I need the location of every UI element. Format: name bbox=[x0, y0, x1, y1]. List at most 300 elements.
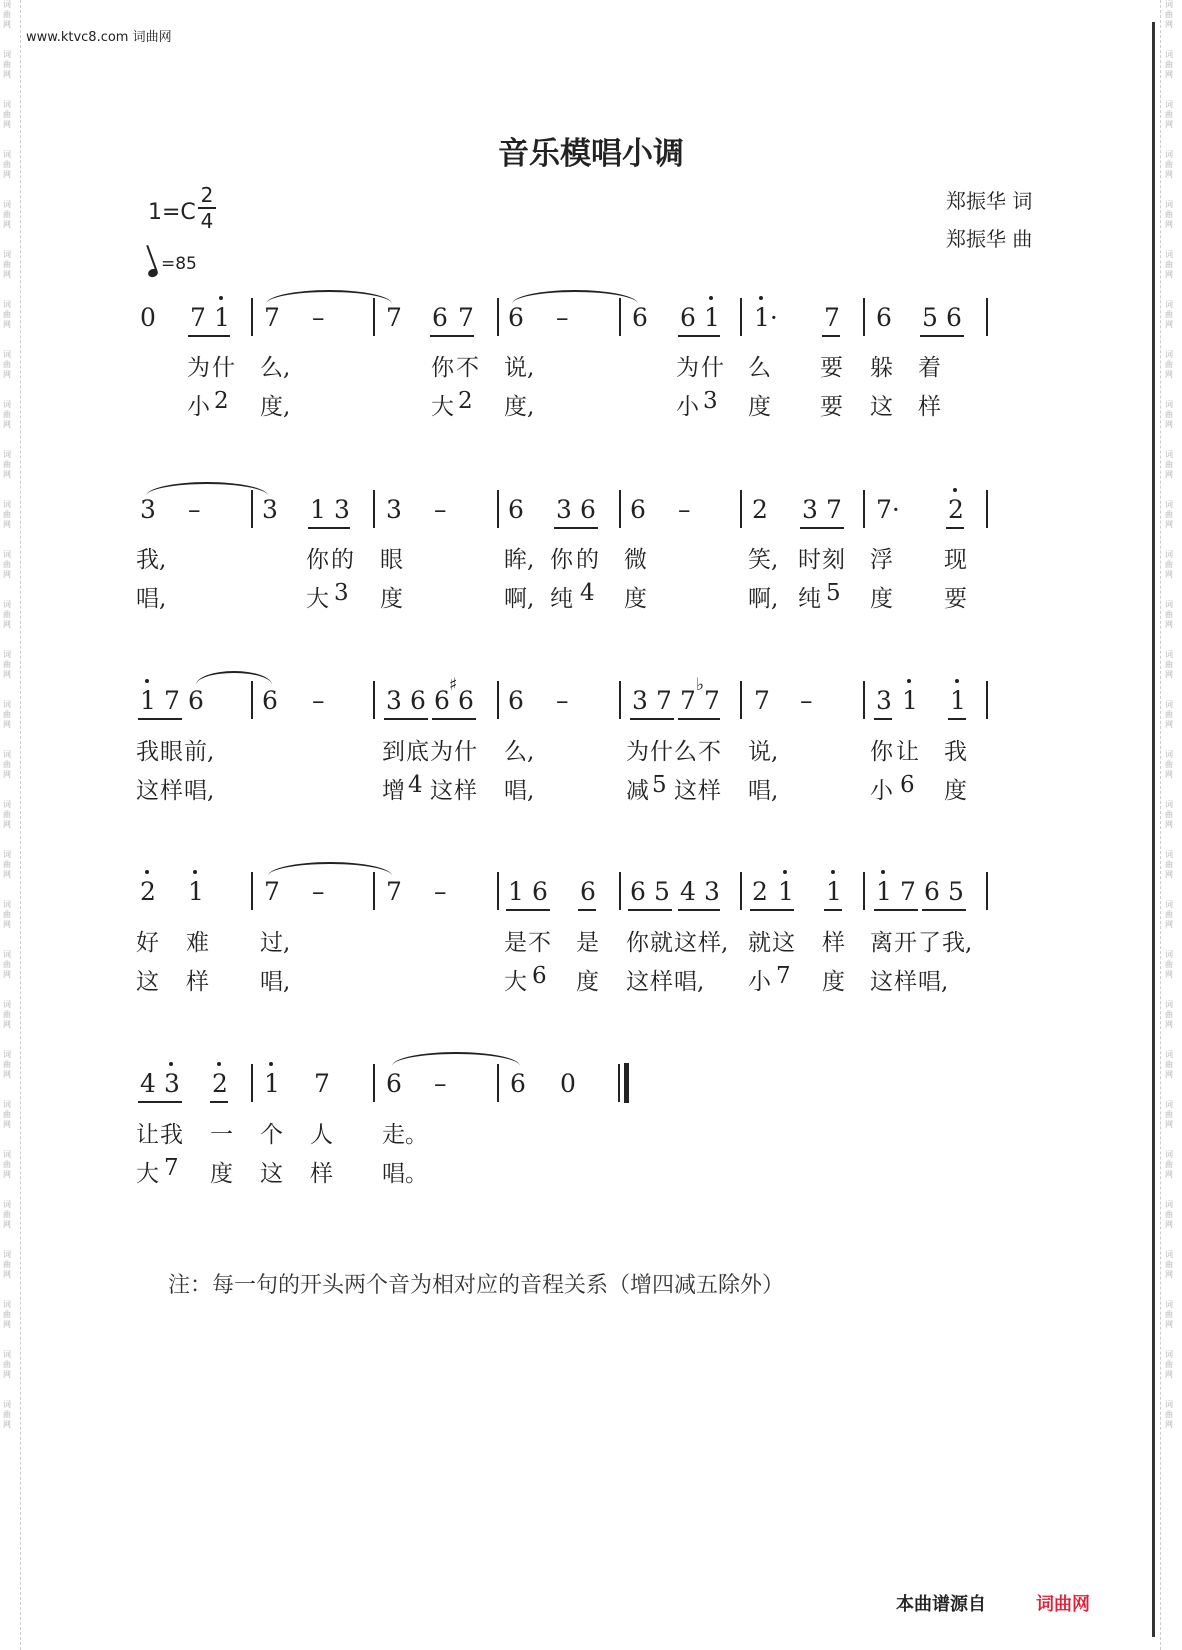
tie bbox=[196, 671, 272, 685]
watermark-mark: 词 曲 网 bbox=[1165, 800, 1173, 829]
barline bbox=[986, 298, 988, 336]
watermark-mark: 词 曲 网 bbox=[1165, 0, 1173, 29]
lyric: 这 bbox=[626, 969, 649, 995]
beam bbox=[822, 335, 840, 337]
watermark-mark: 词 曲 网 bbox=[3, 800, 11, 829]
margin-line-right bbox=[1160, 0, 1162, 1650]
page-edge-bar bbox=[1152, 22, 1155, 1637]
lyric: 我, bbox=[136, 547, 167, 573]
note: 1 bbox=[826, 877, 842, 906]
barline bbox=[863, 298, 865, 336]
lyric: 刻 bbox=[822, 547, 845, 573]
note: 6 bbox=[510, 1069, 526, 1098]
watermark-mark: 词 曲 网 bbox=[1165, 100, 1173, 129]
note: 1 bbox=[704, 303, 720, 332]
note: 6 bbox=[458, 686, 474, 715]
lyric: 我 bbox=[160, 1122, 183, 1148]
key-signature: 1=C bbox=[148, 200, 196, 225]
lyric: 这 bbox=[260, 1161, 283, 1187]
note: 1· bbox=[754, 303, 778, 332]
watermark-mark: 词 曲 网 bbox=[3, 100, 11, 129]
lyric: 增 bbox=[382, 778, 405, 804]
lyric: 是 bbox=[504, 930, 527, 956]
note: 3 bbox=[556, 495, 572, 524]
lyric: 度 bbox=[748, 394, 771, 420]
lyric: 为 bbox=[676, 355, 699, 381]
note: 7 bbox=[314, 1069, 330, 1098]
note-dash: – bbox=[188, 495, 201, 524]
lyric: 唱, bbox=[260, 969, 291, 995]
high-octave-dot bbox=[145, 679, 149, 683]
lyric: 7 bbox=[164, 1155, 179, 1181]
lyric: 我, bbox=[942, 930, 973, 956]
note: 6 bbox=[434, 686, 450, 715]
lyric: 什 bbox=[650, 739, 673, 765]
watermark-mark: 词 曲 网 bbox=[3, 600, 11, 629]
watermark-mark: 词 曲 网 bbox=[1165, 1300, 1173, 1329]
watermark-mark: 词 曲 网 bbox=[3, 1400, 11, 1429]
site-header bbox=[26, 26, 172, 45]
note: 3 bbox=[802, 495, 818, 524]
beam bbox=[948, 718, 966, 720]
barline bbox=[740, 490, 742, 528]
note: 6 bbox=[188, 686, 204, 715]
note: 6 bbox=[680, 303, 696, 332]
lyric: 度, bbox=[504, 394, 535, 420]
lyric: 开 bbox=[894, 930, 917, 956]
lyric: 了 bbox=[918, 930, 941, 956]
lyric: 过, bbox=[260, 930, 291, 956]
tie bbox=[392, 1052, 520, 1066]
barline bbox=[373, 872, 375, 910]
lyric: 走。 bbox=[382, 1122, 428, 1148]
note: 6 bbox=[924, 877, 940, 906]
watermark-mark: 词 曲 网 bbox=[1165, 150, 1173, 179]
note: 4 bbox=[680, 877, 696, 906]
lyric: 这 bbox=[674, 930, 697, 956]
lyric: 这 bbox=[870, 394, 893, 420]
footnote: 注：每一句的开头两个音为相对应的音程关系（增四减五除外） bbox=[168, 1273, 785, 1298]
barline bbox=[863, 681, 865, 719]
watermark-mark: 词 曲 网 bbox=[3, 1300, 11, 1329]
lyric: 这 bbox=[674, 778, 697, 804]
note: 1 bbox=[508, 877, 524, 906]
beam bbox=[750, 909, 794, 911]
watermark-mark: 词 曲 网 bbox=[1165, 50, 1173, 79]
lyric: 减 bbox=[626, 778, 649, 804]
watermark-mark: 词 曲 网 bbox=[1165, 250, 1173, 279]
lyric: 5 bbox=[652, 772, 667, 798]
lyric: 是 bbox=[576, 930, 599, 956]
barline bbox=[497, 1064, 499, 1102]
beam bbox=[138, 718, 182, 720]
lyric: 现 bbox=[944, 547, 967, 573]
high-octave-dot bbox=[219, 296, 223, 300]
watermark-right bbox=[1165, 0, 1179, 1650]
beam bbox=[308, 527, 350, 529]
lyric: 什 bbox=[212, 355, 235, 381]
high-octave-dot bbox=[783, 870, 787, 874]
watermark-mark: 词 曲 网 bbox=[1165, 750, 1173, 779]
watermark-mark: 词 曲 网 bbox=[3, 550, 11, 579]
lyric: 什 bbox=[454, 739, 477, 765]
lyric: 么 bbox=[674, 739, 697, 765]
lyric: 小 bbox=[870, 778, 893, 804]
lyric: 说, bbox=[748, 739, 779, 765]
lyric: 4 bbox=[408, 772, 423, 798]
barline bbox=[619, 872, 621, 910]
note: 1 bbox=[188, 877, 204, 906]
watermark-mark: 词 曲 网 bbox=[3, 950, 11, 979]
lyric: 为 bbox=[187, 355, 210, 381]
lyric: 小 bbox=[748, 969, 771, 995]
note: 1 bbox=[902, 686, 918, 715]
high-octave-dot bbox=[217, 1062, 221, 1066]
note: 6 bbox=[432, 303, 448, 332]
lyric: 样 bbox=[310, 1161, 333, 1187]
watermark-mark: 词 曲 网 bbox=[3, 50, 11, 79]
watermark-mark: 词 曲 网 bbox=[3, 1250, 11, 1279]
beam bbox=[554, 527, 598, 529]
composer-credit: 郑振华 曲 bbox=[946, 227, 1033, 251]
lyric: 着 bbox=[918, 355, 941, 381]
lyric: 唱, bbox=[504, 778, 535, 804]
lyric: 2 bbox=[214, 388, 229, 414]
tempo-value: =85 bbox=[161, 254, 197, 274]
note: 6 bbox=[580, 495, 596, 524]
lyric: 3 bbox=[703, 388, 718, 414]
lyric: 就 bbox=[650, 930, 673, 956]
watermark-mark: 词 曲 网 bbox=[3, 850, 11, 879]
barline bbox=[373, 298, 375, 336]
barline bbox=[986, 490, 988, 528]
lyric: 大 bbox=[136, 1161, 159, 1187]
lyric: 底 bbox=[406, 739, 429, 765]
note: 3 bbox=[632, 686, 648, 715]
barline bbox=[619, 298, 621, 336]
beam bbox=[430, 335, 474, 337]
watermark-mark: 词 曲 网 bbox=[3, 500, 11, 529]
lyric: 5 bbox=[826, 580, 841, 606]
note: 3 bbox=[164, 1069, 180, 1098]
watermark-mark: 词 曲 网 bbox=[1165, 550, 1173, 579]
barline bbox=[740, 681, 742, 719]
beam bbox=[138, 1101, 182, 1103]
lyric: 微 bbox=[624, 547, 647, 573]
note: 7 bbox=[826, 495, 842, 524]
note: 5 bbox=[922, 303, 938, 332]
lyric: 么, bbox=[504, 739, 535, 765]
lyric: 说, bbox=[504, 355, 535, 381]
note: 6 bbox=[876, 303, 892, 332]
lyric: 唱, bbox=[674, 969, 705, 995]
lyric: 样 bbox=[894, 969, 917, 995]
watermark-mark: 词 曲 网 bbox=[3, 900, 11, 929]
lyric: 这 bbox=[430, 778, 453, 804]
barline bbox=[986, 872, 988, 910]
sharp-icon: ♯ bbox=[449, 675, 458, 695]
watermark-mark: 词 曲 网 bbox=[1165, 700, 1173, 729]
note: 7 bbox=[386, 877, 402, 906]
note-dash: – bbox=[800, 686, 813, 715]
lyricist-credit: 郑振华 词 bbox=[946, 189, 1033, 213]
note: 1 bbox=[264, 1069, 280, 1098]
lyric: 度 bbox=[624, 586, 647, 612]
beam bbox=[874, 718, 892, 720]
watermark-mark: 词 曲 网 bbox=[3, 1000, 11, 1029]
note: 2 bbox=[212, 1069, 228, 1098]
beam bbox=[678, 909, 720, 911]
lyric: 样 bbox=[918, 394, 941, 420]
note: 6 bbox=[410, 686, 426, 715]
note: 7 bbox=[754, 686, 770, 715]
lyric: 唱, bbox=[136, 586, 167, 612]
note: 7· bbox=[876, 495, 900, 524]
lyric: 你 bbox=[626, 930, 649, 956]
barline bbox=[497, 872, 499, 910]
beam bbox=[922, 909, 966, 911]
lyric: 你 bbox=[870, 739, 893, 765]
note-dash: – bbox=[434, 495, 447, 524]
barline bbox=[373, 1064, 375, 1102]
lyric: 眸, bbox=[504, 547, 535, 573]
lyric: 的 bbox=[331, 547, 354, 573]
watermark-mark: 词 曲 网 bbox=[3, 1150, 11, 1179]
lyric: 不 bbox=[698, 739, 721, 765]
beam bbox=[384, 718, 428, 720]
watermark-mark: 词 曲 网 bbox=[1165, 200, 1173, 229]
high-octave-dot bbox=[193, 870, 197, 874]
site-url[interactable]: www.ktvc8.com bbox=[26, 30, 129, 45]
beam bbox=[920, 335, 964, 337]
lyric: 好 bbox=[136, 930, 159, 956]
lyric: 人 bbox=[310, 1122, 333, 1148]
note-dash: – bbox=[434, 1069, 447, 1098]
barline bbox=[497, 298, 499, 336]
note-dash: – bbox=[678, 495, 691, 524]
barline bbox=[251, 872, 253, 910]
note-dash: – bbox=[312, 877, 325, 906]
lyric: 度 bbox=[870, 586, 893, 612]
watermark-mark: 词 曲 网 bbox=[3, 250, 11, 279]
lyric: 你 bbox=[550, 547, 573, 573]
watermark-mark: 词 曲 网 bbox=[3, 1350, 11, 1379]
lyric: 的 bbox=[576, 547, 599, 573]
note: 7 bbox=[264, 303, 280, 332]
note: 1 bbox=[778, 877, 794, 906]
lyric: 纯 bbox=[550, 586, 573, 612]
watermark-mark: 词 曲 网 bbox=[3, 1100, 11, 1129]
note: 3 bbox=[386, 495, 402, 524]
lyric: 大 bbox=[306, 586, 329, 612]
lyric: 为 bbox=[430, 739, 453, 765]
note: 6 bbox=[386, 1069, 402, 1098]
watermark-mark: 词 曲 网 bbox=[1165, 1000, 1173, 1029]
time-bottom: 4 bbox=[200, 209, 214, 233]
note: 6 bbox=[632, 303, 648, 332]
margin-line-left bbox=[20, 0, 22, 1650]
note-dash: – bbox=[556, 686, 569, 715]
lyric: 唱, bbox=[918, 969, 949, 995]
note: 6 bbox=[262, 686, 278, 715]
watermark-mark: 词 曲 网 bbox=[1165, 400, 1173, 429]
lyric: 度 bbox=[576, 969, 599, 995]
note: 7 bbox=[386, 303, 402, 332]
watermark-mark: 词 曲 网 bbox=[1165, 1100, 1173, 1129]
lyric: 离 bbox=[870, 930, 893, 956]
lyric: 浮 bbox=[870, 547, 893, 573]
note-dash: – bbox=[312, 686, 325, 715]
barline bbox=[619, 681, 621, 719]
note: 6 bbox=[532, 877, 548, 906]
note: 3 bbox=[704, 877, 720, 906]
footer-brand[interactable]: 词曲网 bbox=[1036, 1594, 1090, 1615]
lyric: 度 bbox=[944, 778, 967, 804]
note: 7 bbox=[458, 303, 474, 332]
lyric: 啊, bbox=[748, 586, 779, 612]
high-octave-dot bbox=[831, 870, 835, 874]
lyric: 7 bbox=[776, 963, 791, 989]
watermark-mark: 词 曲 网 bbox=[1165, 1400, 1173, 1429]
note-dash: – bbox=[556, 303, 569, 332]
watermark-mark: 词 曲 网 bbox=[3, 200, 11, 229]
note: 2 bbox=[948, 495, 964, 524]
watermark-mark: 词 曲 网 bbox=[1165, 850, 1173, 879]
note: 3 bbox=[140, 495, 156, 524]
lyric: 一 bbox=[210, 1122, 233, 1148]
barline bbox=[373, 681, 375, 719]
tempo-marking bbox=[148, 254, 197, 277]
watermark-mark: 词 曲 网 bbox=[1165, 1200, 1173, 1229]
beam bbox=[800, 527, 844, 529]
high-octave-dot bbox=[709, 296, 713, 300]
lyric: 度, bbox=[260, 394, 291, 420]
watermark-mark: 词 曲 网 bbox=[3, 750, 11, 779]
note: 7 bbox=[656, 686, 672, 715]
watermark-mark: 词 曲 网 bbox=[3, 350, 11, 379]
lyric: 么, bbox=[260, 355, 291, 381]
lyric: 样 bbox=[454, 778, 477, 804]
lyric: 样 bbox=[698, 778, 721, 804]
lyric: 样 bbox=[822, 930, 845, 956]
barline bbox=[863, 872, 865, 910]
system-4 bbox=[0, 868, 1182, 1008]
barline bbox=[863, 490, 865, 528]
lyric: 度 bbox=[380, 586, 403, 612]
note: 7 bbox=[704, 686, 720, 715]
watermark-mark: 词 曲 网 bbox=[1165, 950, 1173, 979]
site-name: 词曲网 bbox=[132, 30, 172, 45]
beam bbox=[628, 909, 672, 911]
note-dash: – bbox=[312, 303, 325, 332]
lyric: 唱。 bbox=[382, 1161, 428, 1187]
beam bbox=[946, 527, 964, 529]
lyric: 个 bbox=[260, 1122, 283, 1148]
lyric: 到 bbox=[382, 739, 405, 765]
watermark-mark: 词 曲 网 bbox=[1165, 650, 1173, 679]
lyric: 样 bbox=[650, 969, 673, 995]
watermark-mark: 词 曲 网 bbox=[3, 1200, 11, 1229]
lyric: 躲 bbox=[870, 355, 893, 381]
note: 6 bbox=[630, 495, 646, 524]
lyric: 我 bbox=[136, 739, 159, 765]
beam bbox=[678, 718, 720, 720]
barline bbox=[740, 872, 742, 910]
lyric: 唱, bbox=[184, 778, 215, 804]
lyric: 这 bbox=[772, 930, 795, 956]
lyric: 为 bbox=[626, 739, 649, 765]
lyric: 这 bbox=[136, 969, 159, 995]
watermark-mark: 词 曲 网 bbox=[3, 650, 11, 679]
high-octave-dot bbox=[169, 1062, 173, 1066]
note: 3 bbox=[262, 495, 278, 524]
lyric: 小 bbox=[187, 394, 210, 420]
lyric: 我 bbox=[944, 739, 967, 765]
watermark-mark: 词 曲 网 bbox=[1165, 350, 1173, 379]
watermark-mark: 词 曲 网 bbox=[1165, 1250, 1173, 1279]
note: 4 bbox=[140, 1069, 156, 1098]
high-octave-dot bbox=[881, 870, 885, 874]
beam bbox=[432, 718, 476, 720]
note: 7 bbox=[264, 877, 280, 906]
beam bbox=[210, 1101, 228, 1103]
barline bbox=[497, 490, 499, 528]
barline bbox=[251, 681, 253, 719]
time-signature bbox=[198, 184, 216, 232]
high-octave-dot bbox=[269, 1062, 273, 1066]
note-dash: – bbox=[434, 877, 447, 906]
quarter-note-icon bbox=[147, 268, 159, 279]
lyric: 2 bbox=[458, 388, 473, 414]
watermark-mark: 词 曲 网 bbox=[1165, 450, 1173, 479]
note: 6 bbox=[630, 877, 646, 906]
song-title: 音乐模唱小调 bbox=[498, 136, 684, 172]
lyric: 时 bbox=[798, 547, 821, 573]
watermark-mark: 词 曲 网 bbox=[1165, 900, 1173, 929]
note: 1 bbox=[876, 877, 892, 906]
beam bbox=[578, 909, 596, 911]
barline bbox=[740, 298, 742, 336]
watermark-mark: 词 曲 网 bbox=[1165, 1050, 1173, 1079]
watermark-mark: 词 曲 网 bbox=[3, 400, 11, 429]
note: 6 bbox=[946, 303, 962, 332]
lyric: 样, bbox=[698, 930, 729, 956]
note: 5 bbox=[948, 877, 964, 906]
lyric: 眼 bbox=[160, 739, 183, 765]
watermark-mark: 词 曲 网 bbox=[1165, 1350, 1173, 1379]
barline bbox=[251, 1064, 253, 1102]
lyric: 什 bbox=[701, 355, 724, 381]
note: 6 bbox=[508, 303, 524, 332]
lyric: 让 bbox=[896, 739, 919, 765]
system-3 bbox=[0, 677, 1182, 817]
lyric: 唱, bbox=[748, 778, 779, 804]
lyric: 啊, bbox=[504, 586, 535, 612]
note: 2 bbox=[752, 495, 768, 524]
system-5 bbox=[0, 1060, 1182, 1200]
watermark-mark: 词 曲 网 bbox=[3, 1050, 11, 1079]
lyric: 小 bbox=[676, 394, 699, 420]
barline bbox=[497, 681, 499, 719]
lyric: 3 bbox=[334, 580, 349, 606]
note: 2 bbox=[140, 877, 156, 906]
lyric: 度 bbox=[822, 969, 845, 995]
note: 1 bbox=[310, 495, 326, 524]
time-top: 2 bbox=[200, 183, 214, 207]
lyric: 样 bbox=[160, 778, 183, 804]
final-barline-thin bbox=[618, 1064, 620, 1102]
high-octave-dot bbox=[953, 488, 957, 492]
